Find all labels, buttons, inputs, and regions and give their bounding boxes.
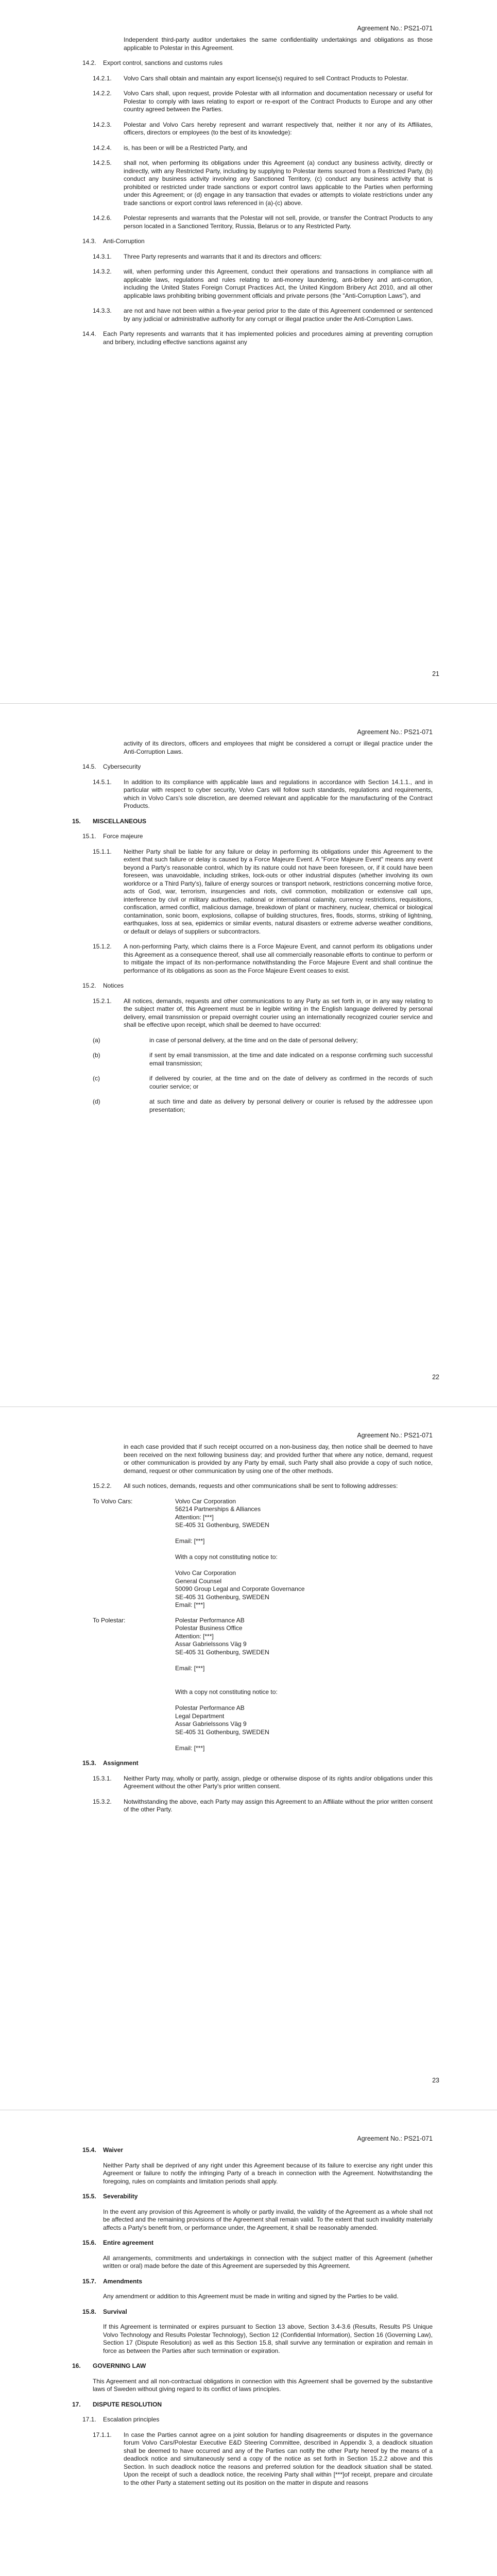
clause-text: Any amendment or addition to this Agreement must be made in writing and signed by the Parties to be valid.: [103, 2293, 399, 2300]
clause-number: 14.5.: [82, 763, 96, 770]
clause-text: Entire agreement: [103, 2239, 154, 2246]
clause: [72, 2208, 433, 2232]
clause: [72, 1443, 433, 1475]
clause: [72, 90, 433, 114]
agreement-number: Agreement No.: PS21-071: [357, 25, 433, 32]
clause: [72, 2431, 433, 2487]
clause: [72, 1482, 433, 1490]
clause: [72, 2146, 433, 2155]
clause-number: 14.5.1.: [93, 778, 112, 786]
clause: [72, 2401, 433, 2409]
clause-number: 17.: [72, 2400, 81, 2408]
clause-text: Export control, sanctions and customs rules: [103, 59, 223, 66]
clause-text: Three Party represents and warrants that it and its directors and officers:: [124, 252, 322, 260]
clause-number: 15.3.1.: [93, 1774, 112, 1782]
clause: [72, 848, 433, 936]
clause-text: Volvo Cars shall, upon request, provide Polestar with all information and documentation necessary or useful for Polestar to comply with laws relating to export or re-export of the Contract Products to Europe and any other country agreed between the Parties.: [124, 90, 433, 113]
clause: [72, 740, 433, 756]
clause-number: (b): [93, 1052, 100, 1059]
clause-number: 14.3.3.: [93, 307, 112, 314]
clause: [72, 833, 433, 841]
clause: [72, 144, 433, 152]
clause: [72, 1098, 433, 1114]
clause-number: 14.2.1.: [93, 74, 112, 82]
clause: [72, 121, 433, 137]
section-heading: GOVERNING LAW: [93, 2362, 146, 2369]
agreement-number: Agreement No.: PS21-071: [357, 2135, 433, 2142]
clause-text: Neither Party shall be liable for any failure or delay in performing its obligations under this Agreement to the extent that such failure or delay is caused by a Force Majeure Event. A "Force Majeure Event" means any event beyond a Party's reasonable control, which by its nature could not have been foreseen, or, if it could have been foreseen, was unavoidable, including strikes, lock-outs or other industrial disputes (whether involving its own workforce or a Third Party's), failure of energy sources or transport network, restrictions concerning motive force, acts of God, war, terrorism, insurgencies and riots, civil commotion, mobilization or extensive call ups, interference by civil or military authorities, national or international calamity, currency restrictions, requisitions, confiscation, armed conflict, malicious damage, breakdown of plant or machinery, nuclear, chemical or biological contamination, sonic boom, explosions, collapse of building structures, fires, floods, storms, striking of lightning, earthquakes, loss at sea, epidemics or similar events, natural disasters or extreme adverse weather conditions, or default or delays of suppliers or subcontractors.: [124, 848, 433, 935]
clause-number: 15.3.: [82, 1759, 96, 1767]
clause: [72, 214, 433, 230]
clause-number: 17.1.1.: [93, 2431, 112, 2438]
clause-number: 14.3.1.: [93, 252, 112, 260]
clause-text: is, has been or will be a Restricted Party, and: [124, 144, 247, 151]
clause: [72, 2162, 433, 2186]
page-content: [72, 1443, 433, 1821]
clause-text: Amendments: [103, 2277, 143, 2285]
clause: [72, 1037, 433, 1045]
section-heading: DISPUTE RESOLUTION: [93, 2400, 162, 2408]
clause-text: Notices: [103, 982, 124, 989]
clause: [72, 2278, 433, 2286]
clause-number: 15.2.: [82, 982, 96, 989]
clause: [72, 2416, 433, 2424]
clause-number: 15.7.: [82, 2277, 96, 2285]
clause-text: Each Party represents and warrants that it has implemented policies and procedures aiming at preventing corruption and bribery, including effective sanctions against any: [103, 330, 433, 346]
clause: [72, 1759, 433, 1768]
clause-number: 14.2.3.: [93, 121, 112, 128]
clause-number: 15.1.2.: [93, 943, 112, 950]
address-label: To Volvo Cars:: [93, 1497, 133, 1505]
clause-text: If this Agreement is terminated or expires pursuant to Section 13 above, Section 3.4-3.6 (Results, Results PS Unique Volvo Technology and Results Polestar Technology), Section 12 (Confidential Information), Section 16 (Governing Law), Section 17 (Dispute Resolution) as well as this Section 15.8, shall survive any termination or expiration and remain in force as between the Parties after such termination or expiration.: [103, 2323, 433, 2354]
clause-text: Cybersecurity: [103, 763, 141, 770]
clause-number: (a): [93, 1036, 100, 1044]
clause-text: This Agreement and all non-contractual obligations in connection with this Agreement shall be governed by the substantive laws of Sweden without giving regard to its conflict of laws principles.: [93, 2377, 433, 2393]
clause-text: Notwithstanding the above, each Party may assign this Agreement to an Affiliate without the prior written consent of the other Party.: [124, 1798, 433, 1813]
clause: [72, 997, 433, 1029]
clause: [72, 2193, 433, 2201]
clause: [72, 330, 433, 346]
clause: [72, 36, 433, 52]
clause-text: All notices, demands, requests and other communications to any Party as set forth in, or in any way relating to the subject matter of, this Agreement must be in legible writing in the English language delivered by personal delivery, email transmission or prepaid overnight courier using an internationally recognized courier service and shall be effective upon receipt, which shall be deemed to have occurred:: [124, 997, 433, 1028]
address-value: Volvo Car Corporation 56214 Partnerships & Alliances Attention: [***] SE-405 31 Gothenburg, SWEDEN Email: [***] With a copy not constituting notice to: Volvo Car Corporation General Counsel 50090 Group Legal and Corporate Governance SE-405 31 Gothenburg, SWEDEN Email: [***]: [175, 1497, 305, 1608]
clause-text: Independent third-party auditor undertakes the same confidentiality undertakings and obligations as those applicable to Polestar in this Agreement.: [124, 36, 433, 52]
agreement-number: Agreement No.: PS21-071: [357, 728, 433, 736]
page-content: [72, 740, 433, 1121]
clause: [72, 1775, 433, 1791]
clause: [72, 1798, 433, 1814]
clause: [72, 59, 433, 67]
clause-text: if sent by email transmission, at the time and date indicated on a response confirming such successful email transmission;: [149, 1052, 433, 1067]
clause: [72, 2308, 433, 2316]
clause-text: Escalation principles: [103, 2416, 160, 2423]
clause-number: 15.1.1.: [93, 848, 112, 855]
clause: [72, 1075, 433, 1091]
clause-number: 17.1.: [82, 2416, 96, 2423]
clause-text: Anti-Corruption: [103, 238, 145, 245]
clause-number: 14.2.5.: [93, 159, 112, 166]
clause-text: Polestar represents and warrants that the Polestar will not sell, provide, or transfer the Contract Products to any person located in a Sanctioned Territory, Russia, Belarus or to any Restricted Party.: [124, 214, 433, 230]
clause-text: in each case provided that if such receipt occurred on a non-business day, then notice shall be deemed to have been received on the next following business day; and provided further that where any notice, demand, request or other communication is provided by any Party by email, such Party shall also provide a copy of such notice, demand, request or other communication by using one of the other methods.: [124, 1443, 433, 1475]
clause-number: 15.: [72, 817, 81, 825]
clause-number: (c): [93, 1075, 100, 1082]
clause: [72, 943, 433, 975]
clause-text: Polestar and Volvo Cars hereby represent and warrant respectively that, neither it nor any of its Affiliates, officers, directors or employees (to the best of its knowledge):: [124, 121, 433, 136]
clause: [72, 159, 433, 207]
clause-number: 14.3.: [82, 238, 96, 245]
address-value: Polestar Performance AB Polestar Business Office Attention: [***] Assar Gabrielssons Väg 9 SE-405 31 Gothenburg, SWEDEN Email: [***] With a copy not constituting notice to: Polestar Performance AB Legal Department Assar Gabrielssons Väg 9 SE-405 31 Gothenburg, SWEDEN Email: [***]: [175, 1616, 278, 1752]
page-number: 23: [432, 2077, 439, 2084]
page: [0, 2110, 497, 2576]
section-heading: MISCELLANEOUS: [93, 817, 147, 825]
clause-text: Neither Party shall be deprived of any right under this Agreement because of its failure to exercise any right under this Agreement or failure to notify the infringing Party of a breach in connection with the Agreement. Notwithstanding the foregoing, rules on complaints and limitation periods shall apply.: [103, 2161, 433, 2185]
clause-number: 14.2.2.: [93, 90, 112, 97]
clause: [72, 818, 433, 826]
clause-number: 14.2.4.: [93, 144, 112, 151]
clause: [72, 75, 433, 83]
page-number: 22: [432, 1374, 439, 1381]
clause: [72, 268, 433, 300]
address-label: To Polestar:: [93, 1616, 126, 1624]
clause-number: 16.: [72, 2362, 81, 2369]
clause-text: A non-performing Party, which claims there is a Force Majeure Event, and cannot perform its obligations under this Agreement as a consequence thereof, shall use all commercially reasonable efforts to continue to perform or to mitigate the impact of its non-performance notwithstanding the Force Majeure Event and shall continue the performance of its obligations as soon as the Force Majeure Event ceases to exist.: [124, 943, 433, 974]
clause-text: are not and have not been within a five-year period prior to the date of this Agreement condemned or sentenced by any judicial or administrative authority for any corrupt or illegal practice under the Anti-Corruption Laws.: [124, 307, 433, 323]
clause-text: Assignment: [103, 1759, 139, 1767]
page: [0, 703, 497, 1406]
agreement-number: Agreement No.: PS21-071: [357, 1432, 433, 1439]
page-number: 21: [432, 670, 439, 677]
clause-number: 15.8.: [82, 2308, 96, 2315]
clause-text: Volvo Cars shall obtain and maintain any export license(s) required to sell Contract Products to Polestar.: [124, 74, 408, 82]
clause: [72, 2378, 433, 2394]
clause-number: 15.1.: [82, 833, 96, 840]
address-block: [72, 1498, 433, 1609]
page-content: [72, 36, 433, 353]
page-content: [72, 2146, 433, 2494]
clause-number: 14.4.: [82, 330, 96, 337]
clause: [72, 1052, 433, 1067]
clause-text: Neither Party may, wholly or partly, assign, pledge or otherwise dispose of its rights and/or obligations under this Agreement without the other Party's prior written consent.: [124, 1774, 433, 1790]
page: [0, 0, 497, 703]
clause: [72, 778, 433, 810]
clause-number: 15.2.1.: [93, 997, 112, 1005]
clause: [72, 2362, 433, 2370]
clause-number: 15.6.: [82, 2239, 96, 2246]
page: [0, 1406, 497, 2110]
clause-text: In addition to its compliance with applicable laws and regulations in accordance with Section 14.1.1., and in particular with respect to cyber security, Volvo Cars will follow such standards, regulations and requirements, which in Volvo Cars's sole discretion, are deemed relevant and applicable for the manufacturing of the Contract Products.: [124, 778, 433, 809]
clause-text: shall not, when performing its obligations under this Agreement (a) conduct any business activity, directly or indirectly, with any Restricted Party, including by supplying to Polestar items sourced from a Restricted Party, (b) conduct any business activity involving any Sanctioned Territory, (c) conduct any business activity that is prohibited or restricted under trade sanctions or export control laws applicable to the Parties when performing under this Agreement; or (d) engage in any transaction that evades or attempts to violate restrictions under any trade sanctions or export control laws referenced in (a)-(c) above.: [124, 159, 433, 207]
clause-number: 14.2.: [82, 59, 96, 66]
clause-text: All arrangements, commitments and undertakings in connection with the subject matter of this Agreement (whether written or oral) made before the date of this Agreement are superseded by this Agreement.: [103, 2254, 433, 2269]
clause: [72, 253, 433, 261]
clause-text: Survival: [103, 2308, 127, 2315]
clause-text: All such notices, demands, requests and other communications shall be sent to following addresses:: [124, 1482, 398, 1489]
clause-number: 14.2.6.: [93, 214, 112, 222]
clause: [72, 982, 433, 990]
clause: [72, 2293, 433, 2301]
clause-number: 15.3.2.: [93, 1798, 112, 1805]
clause-text: Waiver: [103, 2146, 123, 2154]
clause-text: if delivered by courier, at the time and on the date of delivery as confirmed in the records of such courier service; or: [149, 1075, 433, 1090]
clause-number: 15.4.: [82, 2146, 96, 2154]
clause-number: 14.3.2.: [93, 268, 112, 275]
clause: [72, 307, 433, 323]
clause-text: Force majeure: [103, 833, 143, 840]
clause-text: Severability: [103, 2193, 138, 2200]
clause: [72, 2255, 433, 2270]
clause: [72, 763, 433, 771]
clause: [72, 2239, 433, 2247]
clause-text: in case of personal delivery, at the time and on the date of personal delivery;: [149, 1036, 358, 1044]
clause-text: In case the Parties cannot agree on a joint solution for handling disagreements or disputes in the governance forum Volvo Cars/Polestar Executive E&D Steering Committee, described in Appendix 3, a deadlock situation shall be deemed to have occurred and any of the Parties can notify the other Party hereof by the means of a deadlock notice and simultaneously send a copy of the notice as set forth in Section 15.2.2 above and this Section. In such deadlock notice the reasons and preferred solution for the deadlock situation shall be stated. Upon the receipt of such a deadlock notice, the receiving Party shall within [***]of receipt, prepare and circulate to the other Party a statement setting out its position on the matter in dispute and reasons: [124, 2431, 433, 2486]
clause: [72, 238, 433, 246]
clause-text: In the event any provision of this Agreement is wholly or partly invalid, the validity of the Agreement as a whole shall not be affected and the remaining provisions of the Agreement shall remain valid. To the extent that such invalidity materially affects a Party's benefit from, or performance under, the Agreement, it shall be reasonably amended.: [103, 2208, 433, 2231]
address-block: [72, 1617, 433, 1753]
clause-text: activity of its directors, officers and employees that might be considered a corrupt or illegal practice under the Anti-Corruption Laws.: [124, 740, 433, 755]
clause-text: will, when performing under this Agreement, conduct their operations and transactions in compliance with all applicable laws, regulations and rules relating to anti-money laundering, anti-bribery and anti-corruption, including the United States Foreign Corrupt Practices Act, the United Kingdom Bribery Act 2010, and all other applicable laws prohibiting bribing government officials and private persons (the "Anti-Corruption Laws"), and: [124, 268, 433, 299]
clause-text: at such time and date as delivery by personal delivery or courier is refused by the addressee upon presentation;: [149, 1098, 433, 1113]
clause-number: 15.5.: [82, 2193, 96, 2200]
clause-number: (d): [93, 1098, 100, 1105]
clause: [72, 2323, 433, 2355]
clause-number: 15.2.2.: [93, 1482, 112, 1489]
